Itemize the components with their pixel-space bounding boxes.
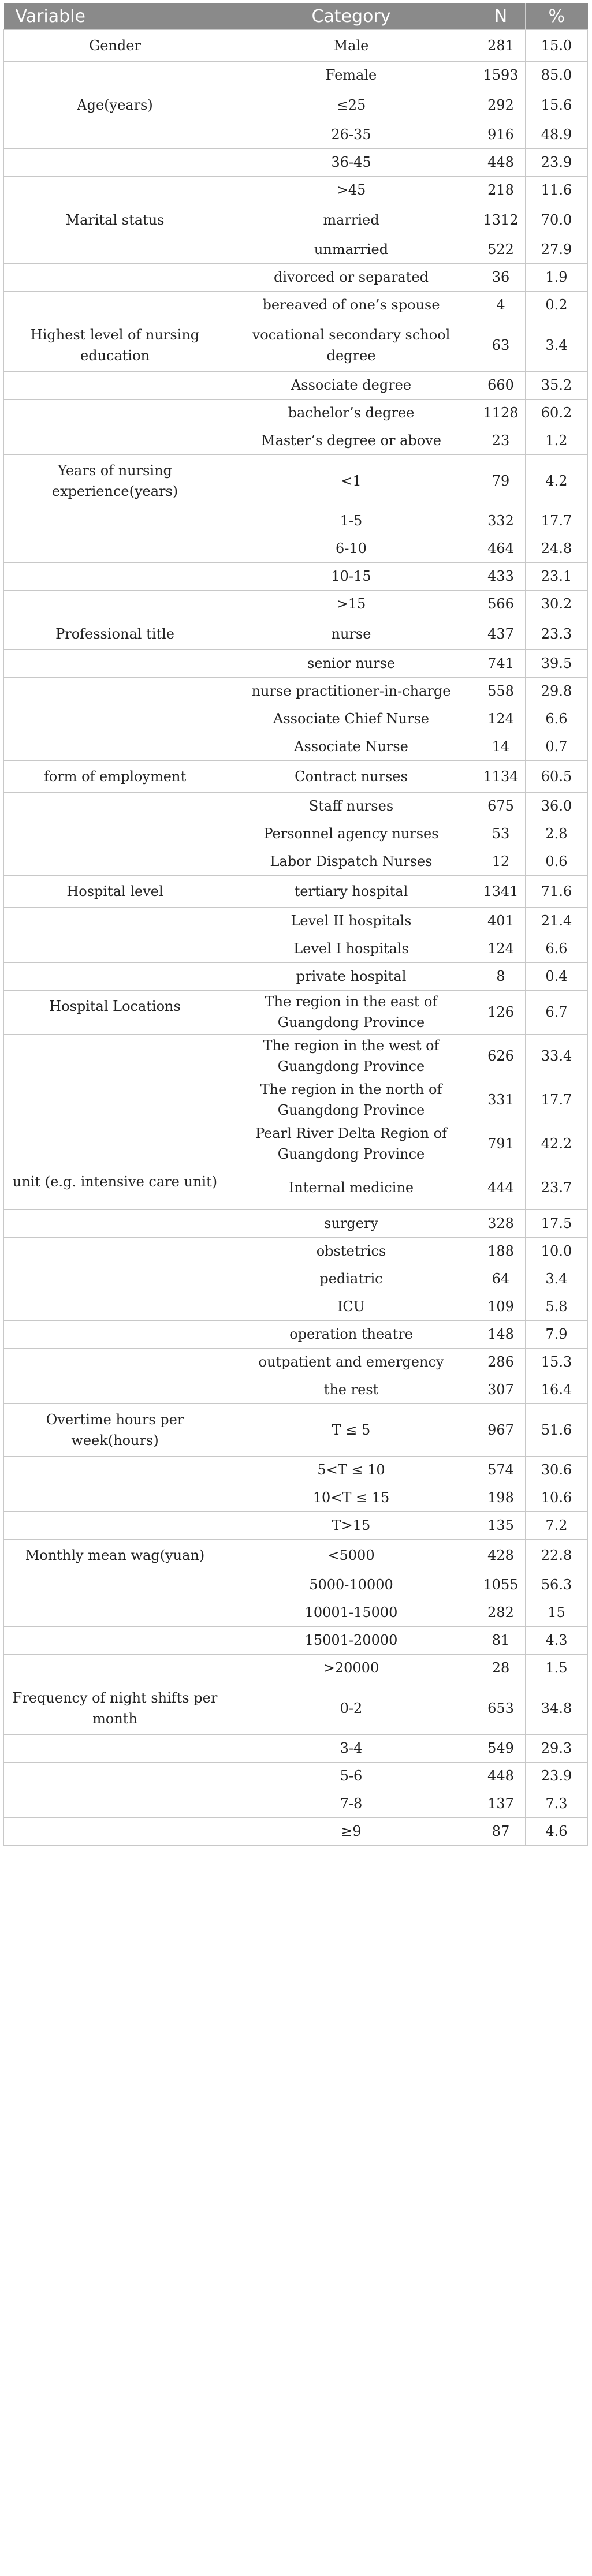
cell-category: 5-6: [226, 1762, 476, 1790]
cell-category: 26-35: [226, 121, 476, 148]
cell-n: 741: [476, 649, 526, 677]
cell-n: 428: [476, 1539, 526, 1571]
cell-category: nurse: [226, 618, 476, 649]
table-row: [4, 89, 588, 121]
cell-variable: [4, 399, 226, 427]
cell-percent: 24.8: [526, 535, 588, 562]
cell-percent: 7.9: [526, 1320, 588, 1348]
cell-variable: [4, 1790, 226, 1817]
cell-n: 791: [476, 1122, 526, 1166]
cell-percent: 6.7: [526, 990, 588, 1034]
table-row: [4, 907, 588, 935]
cell-percent: 1.2: [526, 427, 588, 454]
cell-category: operation theatre: [226, 1320, 476, 1348]
cell-variable: [4, 1511, 226, 1539]
cell-n: 1312: [476, 204, 526, 236]
table-row: [4, 733, 588, 760]
cell-variable: Marital status: [4, 204, 226, 236]
cell-category: 5<T ≤ 10: [226, 1456, 476, 1484]
table-row: [4, 176, 588, 204]
cell-n: 124: [476, 935, 526, 962]
cell-category: outpatient and emergency: [226, 1348, 476, 1376]
cell-category: 10<T ≤ 15: [226, 1484, 476, 1511]
table-row: [4, 677, 588, 705]
cell-percent: 35.2: [526, 371, 588, 399]
cell-variable: [4, 61, 226, 89]
cell-category: the rest: [226, 1376, 476, 1403]
table-row: [4, 1122, 588, 1166]
cell-n: 626: [476, 1034, 526, 1078]
cell-variable: [4, 677, 226, 705]
cell-percent: 23.9: [526, 1762, 588, 1790]
cell-category: 5000-10000: [226, 1571, 476, 1599]
cell-variable: [4, 590, 226, 618]
cell-percent: 34.8: [526, 1682, 588, 1734]
cell-n: 292: [476, 89, 526, 121]
table-row: [4, 535, 588, 562]
cell-variable: [4, 1599, 226, 1626]
cell-n: 653: [476, 1682, 526, 1734]
table-row: [4, 1034, 588, 1078]
cell-percent: 3.4: [526, 319, 588, 371]
cell-n: 64: [476, 1265, 526, 1293]
cell-percent: 30.6: [526, 1456, 588, 1484]
cell-n: 63: [476, 319, 526, 371]
cell-category: tertiary hospital: [226, 875, 476, 907]
cell-percent: 56.3: [526, 1571, 588, 1599]
cell-category: <5000: [226, 1539, 476, 1571]
cell-n: 331: [476, 1078, 526, 1122]
cell-percent: 1.9: [526, 263, 588, 291]
cell-variable: [4, 507, 226, 535]
table-row: [4, 1403, 588, 1456]
cell-category: surgery: [226, 1209, 476, 1237]
cell-variable: [4, 1817, 226, 1845]
cell-percent: 15.0: [526, 29, 588, 61]
cell-category: Internal medicine: [226, 1166, 476, 1209]
cell-variable: form of employment: [4, 760, 226, 792]
cell-variable: [4, 535, 226, 562]
table-row: [4, 1209, 588, 1237]
table-row: [4, 1376, 588, 1403]
cell-category: 15001-20000: [226, 1626, 476, 1654]
cell-percent: 39.5: [526, 649, 588, 677]
cell-n: 8: [476, 962, 526, 990]
cell-variable: [4, 176, 226, 204]
cell-variable: Frequency of night shifts per month: [4, 1682, 226, 1734]
header-percent: %: [548, 6, 565, 27]
cell-variable: Age(years): [4, 89, 226, 121]
cell-n: 307: [476, 1376, 526, 1403]
cell-percent: 23.9: [526, 148, 588, 176]
table-row: [4, 1348, 588, 1376]
cell-variable: [4, 848, 226, 875]
cell-percent: 21.4: [526, 907, 588, 935]
table-row: [4, 1817, 588, 1845]
cell-category: The region in the east of Guangdong Province: [226, 990, 476, 1034]
table-row: [4, 1682, 588, 1734]
table-row: [4, 29, 588, 61]
cell-n: 148: [476, 1320, 526, 1348]
cell-n: 1134: [476, 760, 526, 792]
cell-n: 188: [476, 1237, 526, 1265]
table-row: [4, 319, 588, 371]
header-variable: Variable: [4, 3, 226, 29]
cell-n: 1593: [476, 61, 526, 89]
cell-variable: [4, 236, 226, 263]
cell-percent: 10.6: [526, 1484, 588, 1511]
cell-variable: [4, 1626, 226, 1654]
cell-n: 448: [476, 1762, 526, 1790]
table-row: [4, 1762, 588, 1790]
cell-n: 87: [476, 1817, 526, 1845]
cell-variable: [4, 792, 226, 820]
table-row: [4, 427, 588, 454]
cell-variable: Gender: [4, 29, 226, 61]
cell-category: The region in the west of Guangdong Province: [226, 1034, 476, 1078]
cell-category: nurse practitioner-in-charge: [226, 677, 476, 705]
cell-category: Associate Chief Nurse: [226, 705, 476, 733]
cell-n: 448: [476, 148, 526, 176]
cell-percent: 17.5: [526, 1209, 588, 1237]
table-row: [4, 1293, 588, 1320]
cell-variable: [4, 1122, 226, 1166]
header-category: Category: [226, 3, 476, 29]
cell-variable: [4, 371, 226, 399]
header-n: N: [476, 3, 526, 29]
cell-percent: 60.2: [526, 399, 588, 427]
table-row: [4, 848, 588, 875]
cell-category: unmarried: [226, 236, 476, 263]
cell-percent: 27.9: [526, 236, 588, 263]
cell-n: 1055: [476, 1571, 526, 1599]
cell-variable: [4, 427, 226, 454]
cell-percent: 30.2: [526, 590, 588, 618]
cell-percent: 0.2: [526, 291, 588, 319]
cell-category: ≤25: [226, 89, 476, 121]
cell-n: 124: [476, 705, 526, 733]
cell-percent: 5.8: [526, 1293, 588, 1320]
cell-variable: [4, 1237, 226, 1265]
cell-category: bereaved of one’s spouse: [226, 291, 476, 319]
cell-percent: 48.9: [526, 121, 588, 148]
cell-percent: 0.6: [526, 848, 588, 875]
table-row: [4, 1654, 588, 1682]
cell-n: 967: [476, 1403, 526, 1456]
cell-variable: [4, 649, 226, 677]
cell-category: >45: [226, 176, 476, 204]
cell-n: 198: [476, 1484, 526, 1511]
cell-variable: unit (e.g. intensive care unit): [4, 1166, 226, 1209]
cell-variable: Overtime hours per week(hours): [4, 1403, 226, 1456]
cell-variable: [4, 1293, 226, 1320]
cell-n: 433: [476, 562, 526, 590]
table-row: [4, 1734, 588, 1762]
cell-category: 1-5: [226, 507, 476, 535]
cell-variable: [4, 1376, 226, 1403]
table-row: [4, 1078, 588, 1122]
cell-n: 282: [476, 1599, 526, 1626]
cell-percent: 4.3: [526, 1626, 588, 1654]
cell-n: 36: [476, 263, 526, 291]
cell-category: Level I hospitals: [226, 935, 476, 962]
cell-category: ICU: [226, 1293, 476, 1320]
table-row: [4, 705, 588, 733]
cell-variable: [4, 1654, 226, 1682]
cell-variable: [4, 907, 226, 935]
cell-percent: 0.4: [526, 962, 588, 990]
cell-category: bachelor’s degree: [226, 399, 476, 427]
cell-n: 53: [476, 820, 526, 848]
cell-category: married: [226, 204, 476, 236]
cell-category: <1: [226, 454, 476, 507]
cell-category: 10001-15000: [226, 1599, 476, 1626]
table-row: [4, 1599, 588, 1626]
cell-variable: [4, 820, 226, 848]
table-row: [4, 1539, 588, 1571]
cell-n: 437: [476, 618, 526, 649]
cell-variable: [4, 562, 226, 590]
cell-category: Contract nurses: [226, 760, 476, 792]
cell-n: 286: [476, 1348, 526, 1376]
cell-n: 12: [476, 848, 526, 875]
cell-category: Associate degree: [226, 371, 476, 399]
table-row: [4, 399, 588, 427]
cell-n: 14: [476, 733, 526, 760]
cell-variable: [4, 1734, 226, 1762]
table-row: [4, 820, 588, 848]
cell-variable: [4, 263, 226, 291]
cell-percent: 1.5: [526, 1654, 588, 1682]
cell-category: 3-4: [226, 1734, 476, 1762]
cell-n: 135: [476, 1511, 526, 1539]
cell-variable: [4, 1078, 226, 1122]
cell-variable: Highest level of nursing education: [4, 319, 226, 371]
cell-percent: 29.8: [526, 677, 588, 705]
cell-percent: 60.5: [526, 760, 588, 792]
cell-n: 79: [476, 454, 526, 507]
table-row: [4, 291, 588, 319]
cell-percent: 22.8: [526, 1539, 588, 1571]
table-row: [4, 61, 588, 89]
cell-percent: 6.6: [526, 935, 588, 962]
table-row: [4, 1237, 588, 1265]
table-row: [4, 562, 588, 590]
cell-category: Pearl River Delta Region of Guangdong Province: [226, 1122, 476, 1166]
cell-variable: [4, 1265, 226, 1293]
cell-percent: 23.1: [526, 562, 588, 590]
table-row: [4, 1320, 588, 1348]
cell-category: T>15: [226, 1511, 476, 1539]
cell-n: 566: [476, 590, 526, 618]
cell-percent: 29.3: [526, 1734, 588, 1762]
cell-n: 574: [476, 1456, 526, 1484]
cell-n: 675: [476, 792, 526, 820]
cell-percent: 0.7: [526, 733, 588, 760]
cell-variable: Hospital level: [4, 875, 226, 907]
cell-variable: Hospital Locations: [4, 990, 226, 1034]
cell-percent: 10.0: [526, 1237, 588, 1265]
cell-category: Level II hospitals: [226, 907, 476, 935]
cell-variable: [4, 705, 226, 733]
cell-n: 281: [476, 29, 526, 61]
header-row: [4, 3, 588, 29]
cell-n: 328: [476, 1209, 526, 1237]
cell-n: 558: [476, 677, 526, 705]
cell-category: obstetrics: [226, 1237, 476, 1265]
table-row: [4, 590, 588, 618]
cell-n: 23: [476, 427, 526, 454]
table-row: [4, 760, 588, 792]
cell-category: >15: [226, 590, 476, 618]
table-row: [4, 962, 588, 990]
table-row: [4, 1456, 588, 1484]
cell-n: 401: [476, 907, 526, 935]
cell-variable: [4, 1034, 226, 1078]
cell-variable: [4, 148, 226, 176]
cell-percent: 36.0: [526, 792, 588, 820]
cell-n: 1341: [476, 875, 526, 907]
cell-category: private hospital: [226, 962, 476, 990]
table-row: [4, 204, 588, 236]
cell-percent: 4.6: [526, 1817, 588, 1845]
cell-variable: Years of nursing experience(years): [4, 454, 226, 507]
table-row: [4, 1265, 588, 1293]
cell-variable: [4, 1484, 226, 1511]
cell-n: 1128: [476, 399, 526, 427]
cell-category: ≥9: [226, 1817, 476, 1845]
cell-variable: Monthly mean wag(yuan): [4, 1539, 226, 1571]
table-row: [4, 990, 588, 1034]
cell-percent: 85.0: [526, 61, 588, 89]
cell-percent: 15.6: [526, 89, 588, 121]
cell-percent: 51.6: [526, 1403, 588, 1456]
table-row: [4, 1511, 588, 1539]
cell-percent: 71.6: [526, 875, 588, 907]
cell-n: 126: [476, 990, 526, 1034]
table-row: [4, 875, 588, 907]
cell-category: Associate Nurse: [226, 733, 476, 760]
cell-percent: 16.4: [526, 1376, 588, 1403]
cell-percent: 23.3: [526, 618, 588, 649]
cell-category: Female: [226, 61, 476, 89]
table-header: [4, 3, 588, 29]
cell-variable: [4, 1320, 226, 1348]
table-row: [4, 935, 588, 962]
cell-n: 218: [476, 176, 526, 204]
table-row: [4, 618, 588, 649]
table-row: [4, 1571, 588, 1599]
cell-category: 0-2: [226, 1682, 476, 1734]
cell-category: T ≤ 5: [226, 1403, 476, 1456]
cell-n: 4: [476, 291, 526, 319]
table-row: [4, 649, 588, 677]
table-row: [4, 507, 588, 535]
cell-percent: 7.3: [526, 1790, 588, 1817]
cell-percent: 6.6: [526, 705, 588, 733]
cell-percent: 70.0: [526, 204, 588, 236]
cell-n: 549: [476, 1734, 526, 1762]
cell-variable: [4, 1762, 226, 1790]
table-row: [4, 1790, 588, 1817]
cell-variable: [4, 1209, 226, 1237]
cell-percent: 2.8: [526, 820, 588, 848]
cell-n: 109: [476, 1293, 526, 1320]
cell-n: 332: [476, 507, 526, 535]
cell-percent: 17.7: [526, 1078, 588, 1122]
cell-percent: 42.2: [526, 1122, 588, 1166]
cell-percent: 17.7: [526, 507, 588, 535]
table-row: [4, 371, 588, 399]
cell-variable: [4, 121, 226, 148]
cell-n: 28: [476, 1654, 526, 1682]
cell-percent: 15: [526, 1599, 588, 1626]
cell-category: >20000: [226, 1654, 476, 1682]
cell-category: 6-10: [226, 535, 476, 562]
cell-variable: [4, 1456, 226, 1484]
table-row: [4, 121, 588, 148]
cell-category: Labor Dispatch Nurses: [226, 848, 476, 875]
table-row: [4, 1484, 588, 1511]
cell-percent: 4.2: [526, 454, 588, 507]
cell-percent: 3.4: [526, 1265, 588, 1293]
cell-n: 137: [476, 1790, 526, 1817]
table-row: [4, 1166, 588, 1209]
table-row: [4, 1626, 588, 1654]
table-row: [4, 148, 588, 176]
cell-percent: 11.6: [526, 176, 588, 204]
cell-category: 7-8: [226, 1790, 476, 1817]
cell-category: pediatric: [226, 1265, 476, 1293]
demographics-table: [3, 3, 588, 1846]
cell-n: 522: [476, 236, 526, 263]
cell-category: divorced or separated: [226, 263, 476, 291]
cell-category: 10-15: [226, 562, 476, 590]
cell-variable: [4, 962, 226, 990]
cell-variable: [4, 1348, 226, 1376]
cell-percent: 23.7: [526, 1166, 588, 1209]
cell-category: vocational secondary school degree: [226, 319, 476, 371]
cell-variable: [4, 291, 226, 319]
table-row: [4, 454, 588, 507]
cell-variable: [4, 1571, 226, 1599]
cell-category: Personnel agency nurses: [226, 820, 476, 848]
table-row: [4, 236, 588, 263]
cell-n: 81: [476, 1626, 526, 1654]
table-row: [4, 792, 588, 820]
cell-category: 36-45: [226, 148, 476, 176]
cell-category: Staff nurses: [226, 792, 476, 820]
table-row: [4, 263, 588, 291]
cell-category: Male: [226, 29, 476, 61]
cell-n: 660: [476, 371, 526, 399]
cell-percent: 15.3: [526, 1348, 588, 1376]
table-body: [4, 29, 588, 1845]
cell-n: 464: [476, 535, 526, 562]
cell-n: 916: [476, 121, 526, 148]
cell-n: 444: [476, 1166, 526, 1209]
cell-category: Master’s degree or above: [226, 427, 476, 454]
cell-category: The region in the north of Guangdong Province: [226, 1078, 476, 1122]
cell-variable: Professional title: [4, 618, 226, 649]
cell-category: senior nurse: [226, 649, 476, 677]
cell-variable: [4, 935, 226, 962]
cell-percent: 33.4: [526, 1034, 588, 1078]
cell-variable: [4, 733, 226, 760]
cell-percent: 7.2: [526, 1511, 588, 1539]
